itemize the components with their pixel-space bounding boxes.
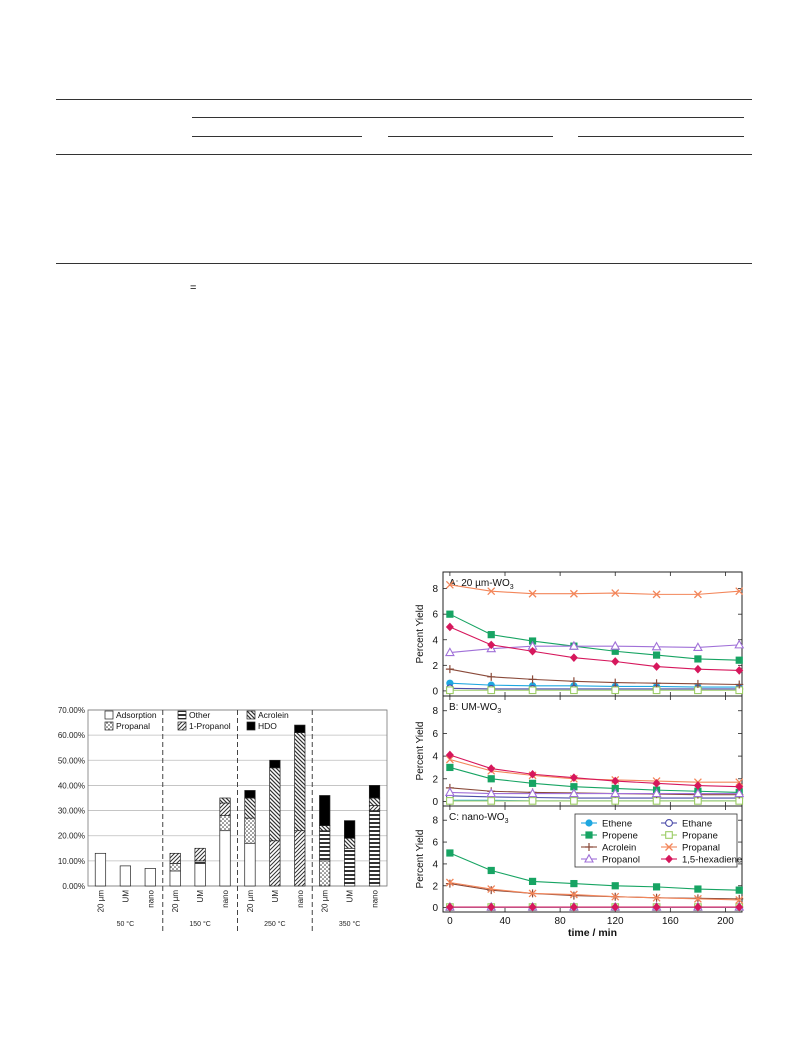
panel-title-main: B: UM-WO [449, 702, 498, 713]
bar-segment [369, 798, 379, 806]
bar-segment [270, 841, 280, 886]
legend-label: Other [189, 710, 211, 720]
panel-title-subscript: 3 [497, 708, 502, 715]
legend-label: Acrolein [602, 842, 637, 854]
data-point [488, 687, 495, 694]
panel-title-subscript: 3 [504, 818, 509, 825]
data-point [585, 819, 592, 826]
x-tick-label: nano [146, 890, 156, 908]
data-point [666, 820, 673, 827]
data-point [571, 687, 578, 694]
table-subheader-rule-3 [578, 136, 744, 137]
bar-segment [319, 831, 329, 861]
legend-label: Propanal [116, 721, 151, 731]
y-tick-label: 40.00% [57, 781, 85, 791]
x-tick-label: 20 µm [171, 890, 181, 913]
panel-a [415, 572, 743, 697]
y-tick-label: 50.00% [57, 756, 85, 766]
bar-segment [344, 838, 354, 848]
bar-segment [195, 863, 205, 886]
y-tick-label: 8 [432, 815, 438, 827]
data-point [612, 798, 619, 805]
data-point [695, 687, 702, 694]
y-axis-label: Percent Yield [415, 604, 426, 664]
y-tick-label: 10.00% [57, 856, 85, 866]
data-point [653, 643, 661, 650]
y-tick-label: 0 [432, 796, 438, 808]
bar-segment [319, 826, 329, 831]
x-tick-label: UM [196, 890, 206, 903]
legend-label: 1,5-hexadiene [682, 854, 743, 866]
legend-label: Ethane [682, 818, 713, 830]
data-point [653, 798, 660, 805]
bar-segment [369, 811, 379, 886]
data-point [488, 867, 495, 874]
x-tick-label: UM [121, 890, 131, 903]
x-tick-label: UM [345, 890, 355, 903]
bar-segment [319, 795, 329, 825]
table-subheader-rule-2 [388, 136, 553, 137]
legend-label: Adsorption [116, 710, 157, 720]
data-point [694, 655, 701, 662]
x-tick-label: UM [270, 890, 280, 903]
legend-swatch [105, 722, 113, 730]
legend-label: Propane [682, 830, 718, 842]
data-point [611, 777, 619, 786]
y-tick-label: 60.00% [57, 731, 85, 741]
x-tick-label: 200 [717, 916, 734, 927]
x-tick-label: nano [221, 890, 231, 908]
y-tick-label: 4 [432, 751, 438, 763]
legend-label: Acrolein [258, 710, 289, 720]
y-tick-label: 30.00% [57, 806, 85, 816]
data-point [585, 831, 592, 838]
panel-title-subscript: 3 [509, 584, 514, 591]
bar-segment [220, 816, 230, 831]
y-tick-label: 4 [432, 635, 438, 647]
data-point [529, 798, 536, 805]
data-point [612, 687, 619, 694]
x-tick-label: 20 µm [245, 890, 255, 913]
bar-segment [295, 733, 305, 831]
data-point [446, 849, 453, 856]
bar-segment [195, 861, 205, 864]
y-tick-label: 0 [432, 686, 438, 698]
x-tick-label: nano [370, 890, 380, 908]
data-point [666, 832, 673, 839]
data-point [487, 641, 495, 650]
y-axis-label: Percent Yield [415, 829, 426, 889]
x-tick-label: 120 [606, 916, 624, 927]
legend-swatch [247, 711, 255, 719]
bar-segment [270, 760, 280, 768]
y-tick-label: 6 [432, 728, 438, 740]
bar-segment [170, 853, 180, 863]
bar-segment [220, 831, 230, 886]
data-point [529, 770, 537, 779]
data-point [736, 887, 743, 894]
panel-title-main: C: nano-WO [449, 812, 505, 823]
bar-segment [369, 785, 379, 798]
bar-segment [245, 843, 255, 886]
panel-title [449, 702, 501, 715]
panel-title [449, 812, 509, 825]
legend-swatch [178, 711, 186, 719]
data-point [570, 880, 577, 887]
y-tick-label: 4 [432, 859, 438, 871]
x-tick-label: 20 µm [320, 890, 330, 913]
bar-segment [170, 871, 180, 886]
data-point [570, 773, 578, 782]
x-tick-label: 160 [662, 916, 679, 927]
bar-segment [95, 853, 105, 886]
bar-segment [195, 848, 205, 861]
legend-label: Ethene [602, 818, 633, 830]
data-point [446, 764, 453, 771]
y-tick-label: 2 [432, 774, 438, 786]
data-point [488, 798, 495, 805]
group-label: 150 °C [189, 921, 211, 928]
y-axis-label: Percent Yield [415, 721, 426, 781]
data-point [736, 657, 743, 664]
group-label: 50 °C [116, 921, 135, 928]
bar-segment [369, 806, 379, 811]
y-tick-label: 2 [432, 660, 438, 672]
data-point [653, 883, 660, 890]
data-point [694, 665, 702, 674]
group-label: 350 °C [338, 921, 361, 928]
bar-segment [220, 798, 230, 803]
legend-label: Propanol [602, 854, 641, 866]
data-point [612, 882, 619, 889]
data-point [487, 673, 495, 681]
y-tick-label: 6 [432, 837, 438, 849]
table-top-rule [56, 99, 752, 100]
y-tick-label: 8 [432, 584, 438, 596]
bar-segment [245, 818, 255, 843]
data-point [611, 642, 619, 649]
data-point [446, 665, 454, 673]
bar-segment [344, 821, 354, 839]
data-point [447, 687, 454, 694]
data-point [570, 892, 578, 900]
bar-segment [319, 861, 329, 886]
data-point [529, 687, 536, 694]
bar-segment [295, 831, 305, 886]
legend-label: Propene [602, 830, 638, 842]
data-point [653, 687, 660, 694]
y-tick-label: 6 [432, 609, 438, 621]
data-point [529, 780, 536, 787]
legend-label: Propanal [682, 842, 721, 854]
x-tick-label: nano [295, 890, 305, 908]
table-bottom-rule [56, 263, 752, 264]
x-tick-label: 20 µm [96, 890, 106, 913]
data-point [529, 675, 537, 683]
data-point [446, 788, 454, 795]
panel-title-main: A: 20 µm-WO [449, 578, 510, 589]
table-header-span-rule [192, 117, 744, 118]
panel-b [415, 696, 743, 808]
product-distribution-bar-chart [50, 702, 395, 942]
data-point [694, 885, 701, 892]
data-point [447, 798, 454, 805]
data-point [653, 662, 661, 671]
legend-label: HDO [258, 721, 277, 731]
data-point [653, 779, 661, 788]
y-tick-label: 0 [432, 903, 438, 915]
legend-swatch [247, 722, 255, 730]
data-point [571, 798, 578, 805]
data-point [446, 623, 454, 632]
bar-segment [120, 866, 130, 886]
table-subheader-rule-1 [192, 136, 362, 137]
y-tick-label: 0.00% [62, 882, 85, 891]
x-tick-label: 40 [499, 916, 511, 927]
data-point [487, 886, 495, 894]
bar-segment [245, 790, 255, 798]
data-point [446, 880, 454, 888]
bar-segment [295, 725, 305, 733]
data-point [653, 651, 660, 658]
bar-segment [270, 768, 280, 841]
x-axis-label: time / min [567, 927, 618, 939]
bar-segment [220, 803, 230, 816]
bar-segment [344, 848, 354, 886]
data-point [529, 878, 536, 885]
data-point [570, 653, 578, 662]
y-tick-label: 70.00% [57, 706, 85, 715]
data-point [488, 775, 495, 782]
y-tick-label: 8 [432, 706, 438, 718]
bar-segment [245, 798, 255, 818]
percent-yield-line-chart [410, 568, 745, 948]
legend-swatch [105, 711, 113, 719]
data-point [446, 611, 453, 618]
data-point [488, 631, 495, 638]
legend-swatch [178, 722, 186, 730]
group-label: 250 °C [264, 921, 286, 928]
legend [575, 814, 742, 867]
x-tick-label: 0 [447, 916, 453, 927]
legend-label: 1-Propanol [189, 721, 231, 731]
y-tick-label: 20.00% [57, 831, 85, 841]
data-point [446, 751, 454, 760]
panel-title [449, 578, 514, 591]
bar-segment [145, 868, 155, 886]
data-point [611, 657, 619, 666]
y-tick-label: 2 [432, 881, 438, 893]
table-header-bottom-rule [56, 154, 752, 155]
bar-segment [170, 863, 180, 871]
x-tick-label: 80 [554, 916, 566, 927]
table-footnote-symbol: = [190, 282, 197, 294]
